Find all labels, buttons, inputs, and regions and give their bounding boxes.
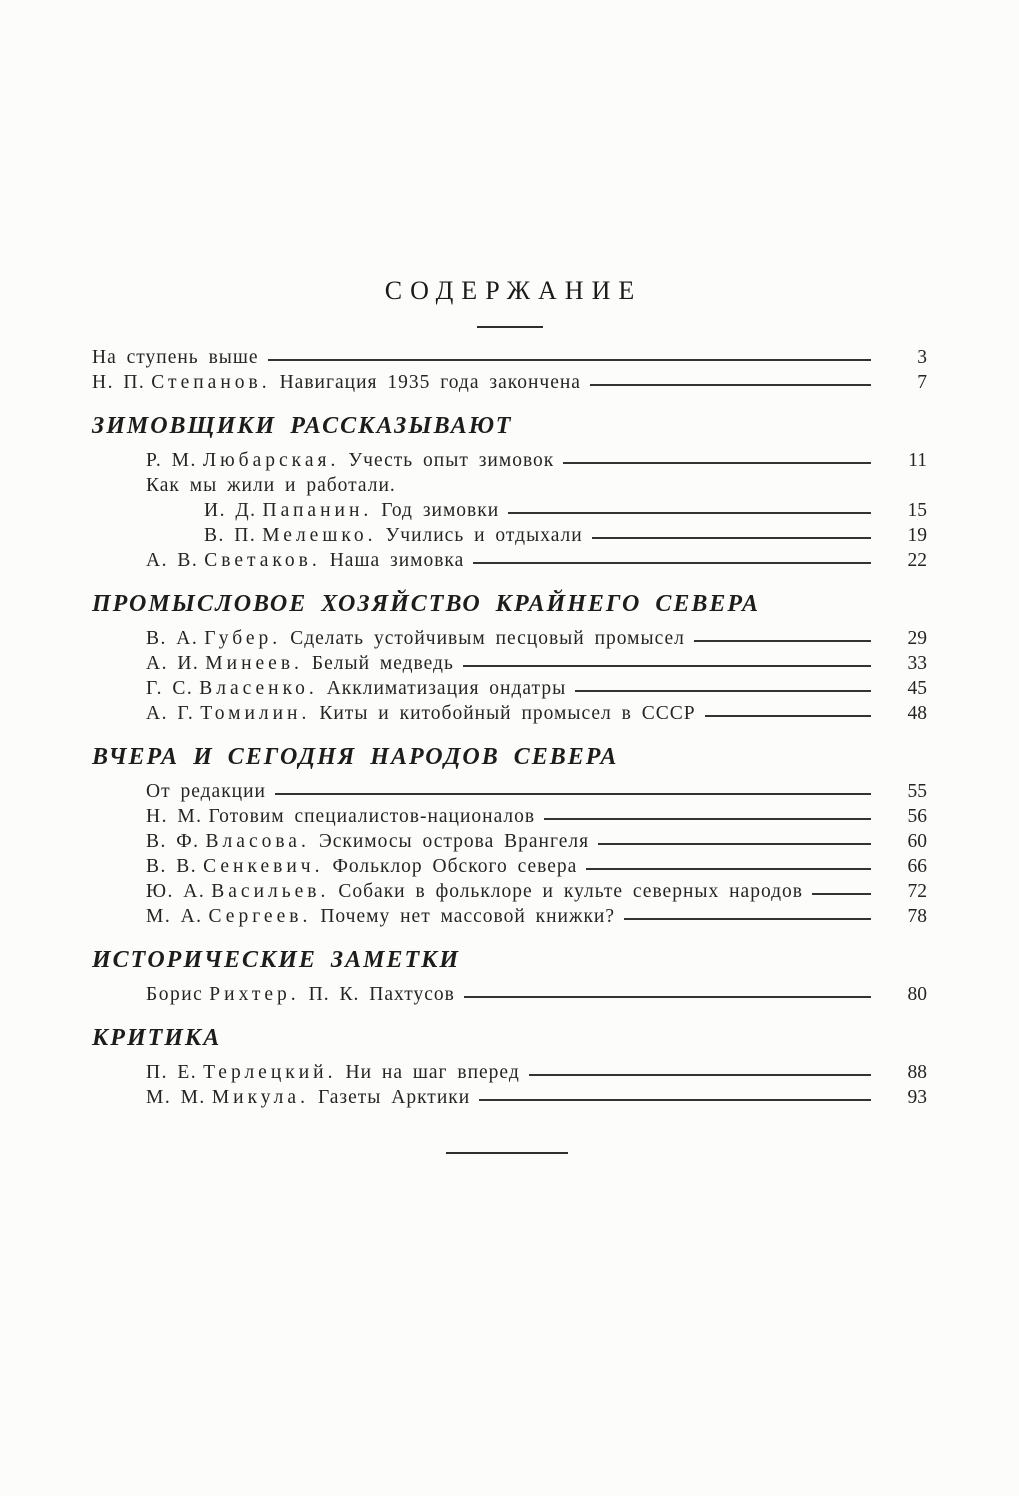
entry-author-name: Терлецкий. [203,1062,337,1083]
leader-line [592,537,871,539]
entry-text [146,448,554,473]
leader-line [812,893,871,895]
entry-author-initials: В. Ф. [146,831,200,852]
entry-author-name: Светаков. [204,550,321,571]
leader-line [590,384,871,386]
entry-author-initials: М. М. [146,1087,206,1108]
entry-text [146,651,454,676]
entry-author-name: Мелешко. [262,525,377,546]
leader-line [463,665,871,667]
page-title: СОДЕРЖАНИЕ [384,276,643,305]
entry-text [146,904,615,929]
entry-author-name: Любарская. [202,450,340,471]
toc-entry [92,804,927,829]
entry-title: Белый медведь [311,653,454,674]
page-number: 56 [907,806,927,827]
entry-text [146,548,464,573]
section-heading: ИСТОРИЧЕСКИЕ ЗАМЕТКИ [92,947,461,973]
entry-title: Акклиматизация ондатры [326,678,567,699]
page-number: 93 [907,1087,927,1108]
entry-author-name: Микула. [211,1087,309,1108]
entry-author-name: Власенко. [199,678,318,699]
entry-text [146,982,455,1007]
entry-author-name: Минеев. [205,653,303,674]
page-number: 60 [907,831,927,852]
toc-entry [92,879,927,904]
entry-author-name: Степанов. [151,372,271,393]
entry-title: Сделать устойчивым песцовый промысел [290,628,685,649]
toc-entry [92,626,927,651]
page-number: 80 [907,984,927,1005]
entry-author-name: Рихтер. [209,984,300,1005]
entry-author-name: Папанин. [262,500,373,521]
leader-line [575,690,871,692]
entry-text [146,1085,470,1110]
leader-line [464,996,871,998]
page-number: 48 [907,703,927,724]
section-heading: ЗИМОВЩИКИ РАССКАЗЫВАЮТ [92,413,513,439]
leader-line [529,1074,871,1076]
entry-text [146,879,803,904]
entry-author-initials: Н. П. [92,372,146,393]
toc-entry [92,473,927,498]
entry-title: Наша зимовка [329,550,465,571]
entry-text [204,498,499,523]
entry-author-name: Васильев. [211,881,330,902]
page-number: 11 [908,450,927,471]
page-number: 29 [907,628,927,649]
entry-title: Газеты Арктики [317,1087,471,1108]
leader-line [563,462,871,464]
entry-author-initials: Г. С. [146,678,194,699]
entry-title: От редакции [146,781,266,802]
toc-entry [92,1060,927,1085]
entry-author-initials: И. Д. [204,500,257,521]
leader-line [624,918,871,920]
entry-author-initials: Борис [146,984,204,1005]
page-number: 33 [907,653,927,674]
toc-entry [92,1085,927,1110]
entry-title: Навигация 1935 года закончена [279,372,581,393]
entry-title: Готовим специалистов-националов [208,806,536,827]
entry-title: Как мы жили и работали. [146,475,396,496]
toc-entry [92,548,927,573]
page-number: 22 [907,550,927,571]
entry-text [146,854,577,879]
toc-entry [92,676,927,701]
page-number: 7 [917,372,927,393]
entry-text [146,1060,520,1085]
entry-title: Учесть опыт зимовок [348,450,555,471]
leader-line [544,818,871,820]
entry-author-initials: В. П. [204,525,257,546]
entry-text [146,676,566,701]
entry-text [146,804,535,829]
entry-text [92,370,581,395]
page-number: 45 [907,678,927,699]
page-number: 3 [917,347,927,368]
leader-line [598,843,871,845]
entry-author-name: Томилин. [200,703,311,724]
entry-author-initials: Р. М. [146,450,197,471]
entry-text [146,779,266,804]
page-number: 19 [907,525,927,546]
leader-line [473,562,871,564]
section-heading: КРИТИКА [92,1025,222,1051]
leader-line [479,1099,871,1101]
entry-title: Ни на шаг вперед [345,1062,520,1083]
entry-title: Киты и китобойный промысел в СССР [319,703,696,724]
entry-title: Эскимосы острова Врангеля [318,831,590,852]
toc-entry [92,701,927,726]
entry-author-initials: В. В. [146,856,198,877]
toc-entry [92,829,927,854]
page-number: 88 [907,1062,927,1083]
end-divider-rule [446,1152,568,1154]
section-heading: ПРОМЫСЛОВОЕ ХОЗЯЙСТВО КРАЙНЕГО СЕВЕРА [92,591,760,617]
toc-entry [92,779,927,804]
entry-author-initials: А. В. [146,550,199,571]
toc-entry [92,854,927,879]
entry-text [204,523,583,548]
entry-title: Фольклор Обского севера [332,856,578,877]
page-number: 15 [907,500,927,521]
page-number: 78 [907,906,927,927]
toc-entry [92,498,927,523]
entry-title: Собаки в фольклоре и культе северных народов [338,881,804,902]
toc-entry [92,345,927,370]
toc-entry [92,982,927,1007]
entry-author-name: Сергеев. [208,906,312,927]
entry-author-initials: А. И. [146,653,200,674]
entry-author-name: Сенкевич. [203,856,324,877]
leader-line [586,868,871,870]
entry-author-name: Власова. [205,831,310,852]
toc-entry [92,523,927,548]
entry-title: П. К. Пахтусов [308,984,455,1005]
entry-title: Почему нет массовой книжки? [320,906,616,927]
leader-line [694,640,871,642]
toc-entry [92,370,927,395]
page-number: 66 [907,856,927,877]
entry-author-initials: Н. М. [146,806,203,827]
title-divider-rule [477,326,543,328]
page-number: 72 [907,881,927,902]
entry-author-initials: П. Е. [146,1062,198,1083]
entry-text [146,829,589,854]
entry-author-initials: Ю. А. [146,881,206,902]
entry-text [92,345,259,370]
toc-entry [92,651,927,676]
entry-author-name: Губер. [204,628,282,649]
section-heading: ВЧЕРА И СЕГОДНЯ НАРОДОВ СЕВЕРА [92,744,619,770]
entry-title: Учились и отдыхали [385,525,583,546]
toc-entry [92,448,927,473]
leader-line [508,512,871,514]
entry-author-initials: А. Г. [146,703,195,724]
toc-entry [92,904,927,929]
entry-title: Год зимовки [381,500,500,521]
entry-text [146,626,685,651]
leader-line [268,359,871,361]
entry-title: На ступень выше [92,347,259,368]
entry-author-initials: М. А. [146,906,203,927]
leader-line [275,793,871,795]
entry-text [146,473,396,498]
toc-rows [92,345,927,1110]
leader-line [705,715,871,717]
entry-author-initials: В. А. [146,628,199,649]
entry-text [146,701,696,726]
page-number: 55 [907,781,927,802]
